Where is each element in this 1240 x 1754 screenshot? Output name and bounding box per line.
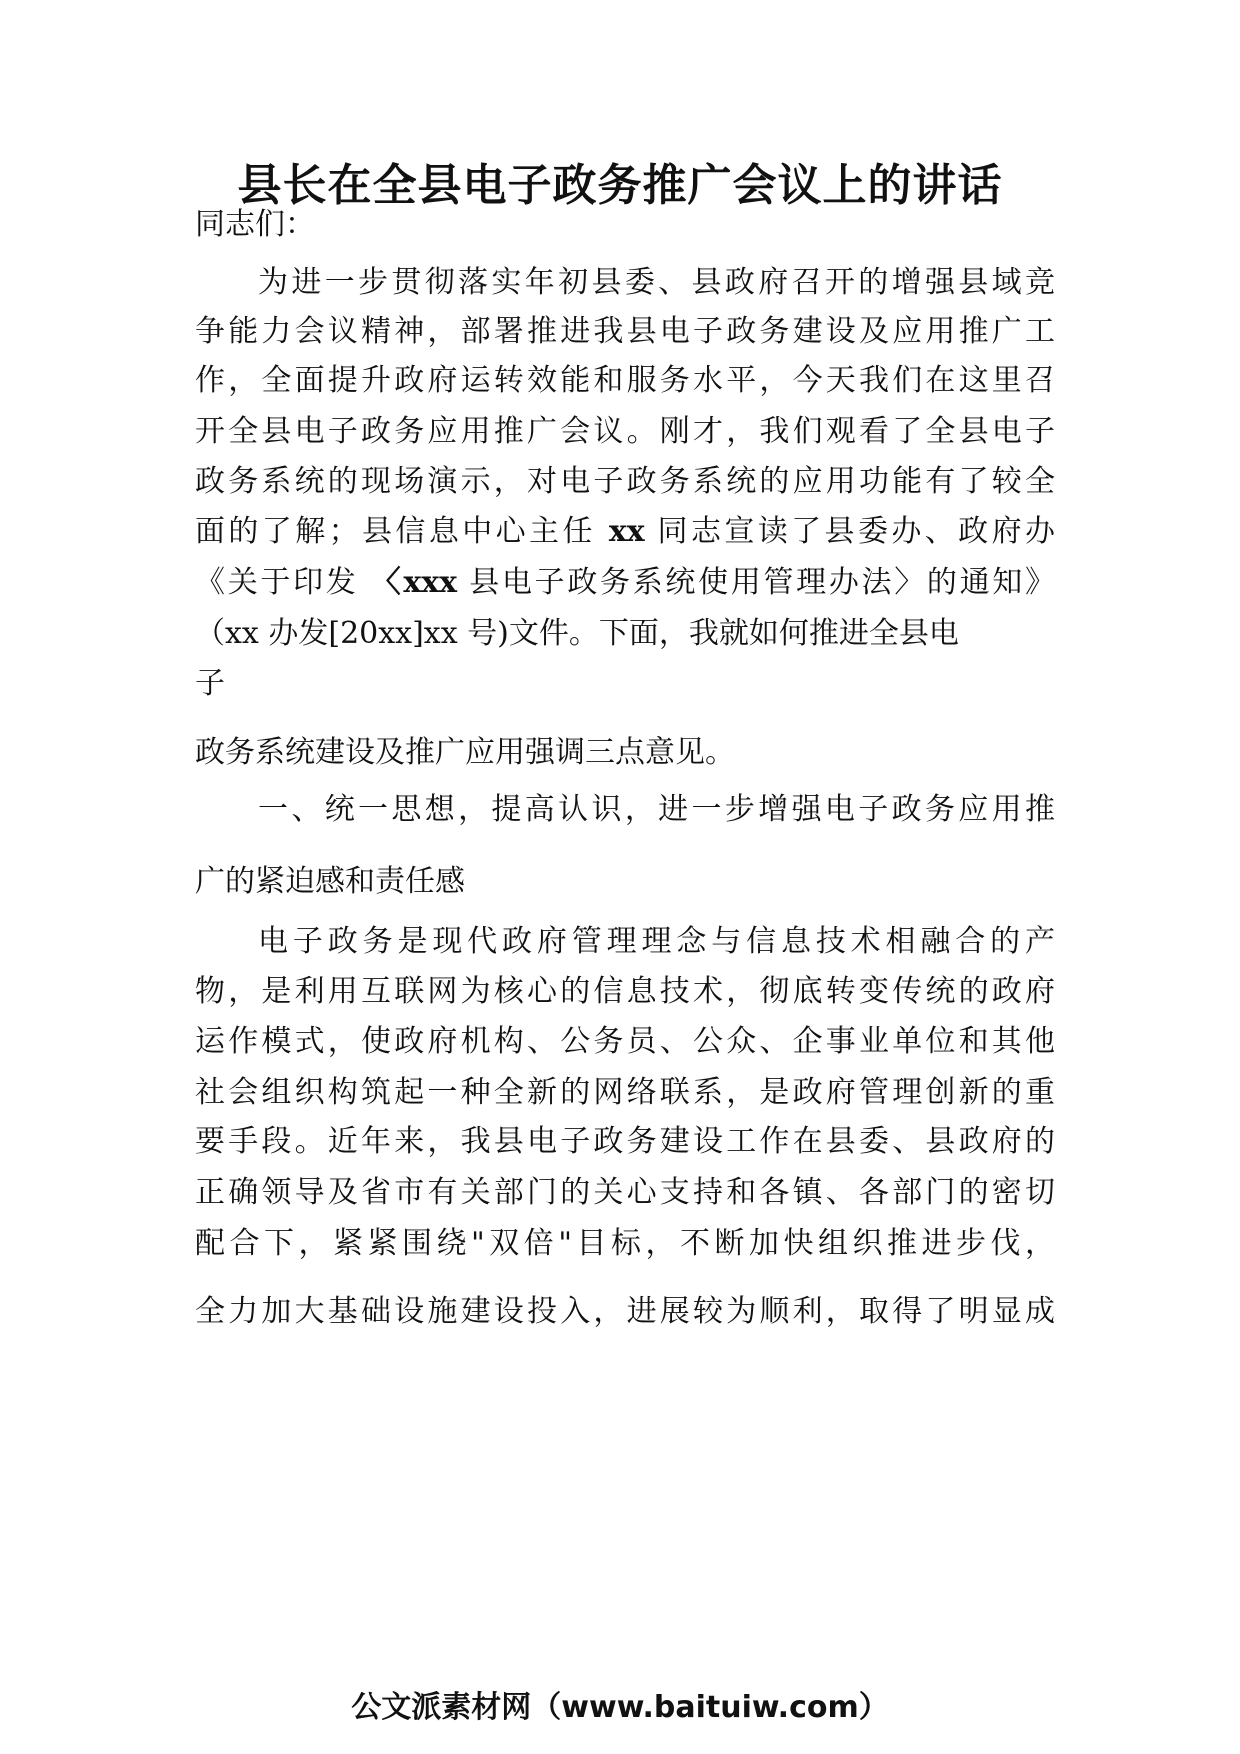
paragraph-line: 子 bbox=[195, 666, 225, 701]
paragraph-line: 社会组织构筑起一种全新的网络联系，是政府管理创新的重 bbox=[195, 1075, 1055, 1110]
text-run: 《关于印发 bbox=[195, 565, 371, 600]
footer-source: 公文派素材网（www.baituiw.com） bbox=[351, 1690, 889, 1725]
text-run: 面的了解；县信息中心主任 bbox=[195, 514, 609, 549]
paragraph-line bbox=[195, 563, 1055, 603]
paragraph-line: 电子政务是现代政府管理理念与信息技术相融合的产 bbox=[258, 924, 1055, 959]
paragraph-line: 作，全面提升政府运转效能和服务水平，今天我们在这里召 bbox=[195, 363, 1055, 398]
text-run: 同志宣读了县委办、政府办 bbox=[644, 514, 1055, 549]
paragraph-line: 开全县电子政务应用推广会议。刚才，我们观看了全县电子 bbox=[195, 414, 1055, 449]
paragraph-line: 政务系统的现场演示，对电子政务系统的应用功能有了较全 bbox=[195, 464, 1055, 499]
paragraph-line: 政务系统建设及推广应用强调三点意见。 bbox=[195, 735, 735, 770]
paragraph-line: 物，是利用互联网为核心的信息技术，彻底转变传统的政府 bbox=[195, 974, 1055, 1009]
text-run-bold: 〈xxx bbox=[370, 565, 458, 600]
paragraph-line: 为进一步贯彻落实年初县委、县政府召开的增强县域竞 bbox=[258, 265, 1055, 300]
paragraph-line bbox=[195, 512, 1055, 552]
salutation: 同志们： bbox=[195, 207, 315, 242]
paragraph-line: 争能力会议精神，部署推进我县电子政务建设及应用推广工 bbox=[195, 314, 1055, 349]
section-heading: 广的紧迫感和责任感 bbox=[195, 864, 465, 899]
paragraph-line: 正确领导及省市有关部门的关心支持和各镇、各部门的密切 bbox=[195, 1175, 1055, 1210]
text-run-bold: xx bbox=[608, 514, 645, 549]
text-run: 县电子政务系统使用管理办法〉的通知》 bbox=[457, 565, 1055, 600]
paragraph-line: （xx 办发[20xx]xx 号)文件。下面，我就如何推进全县电 bbox=[195, 616, 959, 651]
paragraph-line: 要手段。近年来，我县电子政务建设工作在县委、县政府的 bbox=[195, 1124, 1055, 1159]
paragraph-line: 配合下，紧紧围绕"双倍"目标，不断加快组织推进步伐， bbox=[195, 1226, 1055, 1261]
paragraph-line: 全力加大基础设施建设投入，进展较为顺利，取得了明显成 bbox=[195, 1294, 1055, 1329]
section-heading: 一、统一思想，提高认识，进一步增强电子政务应用推 bbox=[258, 792, 1055, 827]
paragraph-line: 运作模式，使政府机构、公务员、公众、企事业单位和其他 bbox=[195, 1024, 1055, 1059]
document-title: 县长在全县电子政务推广会议上的讲话 bbox=[237, 160, 1003, 211]
